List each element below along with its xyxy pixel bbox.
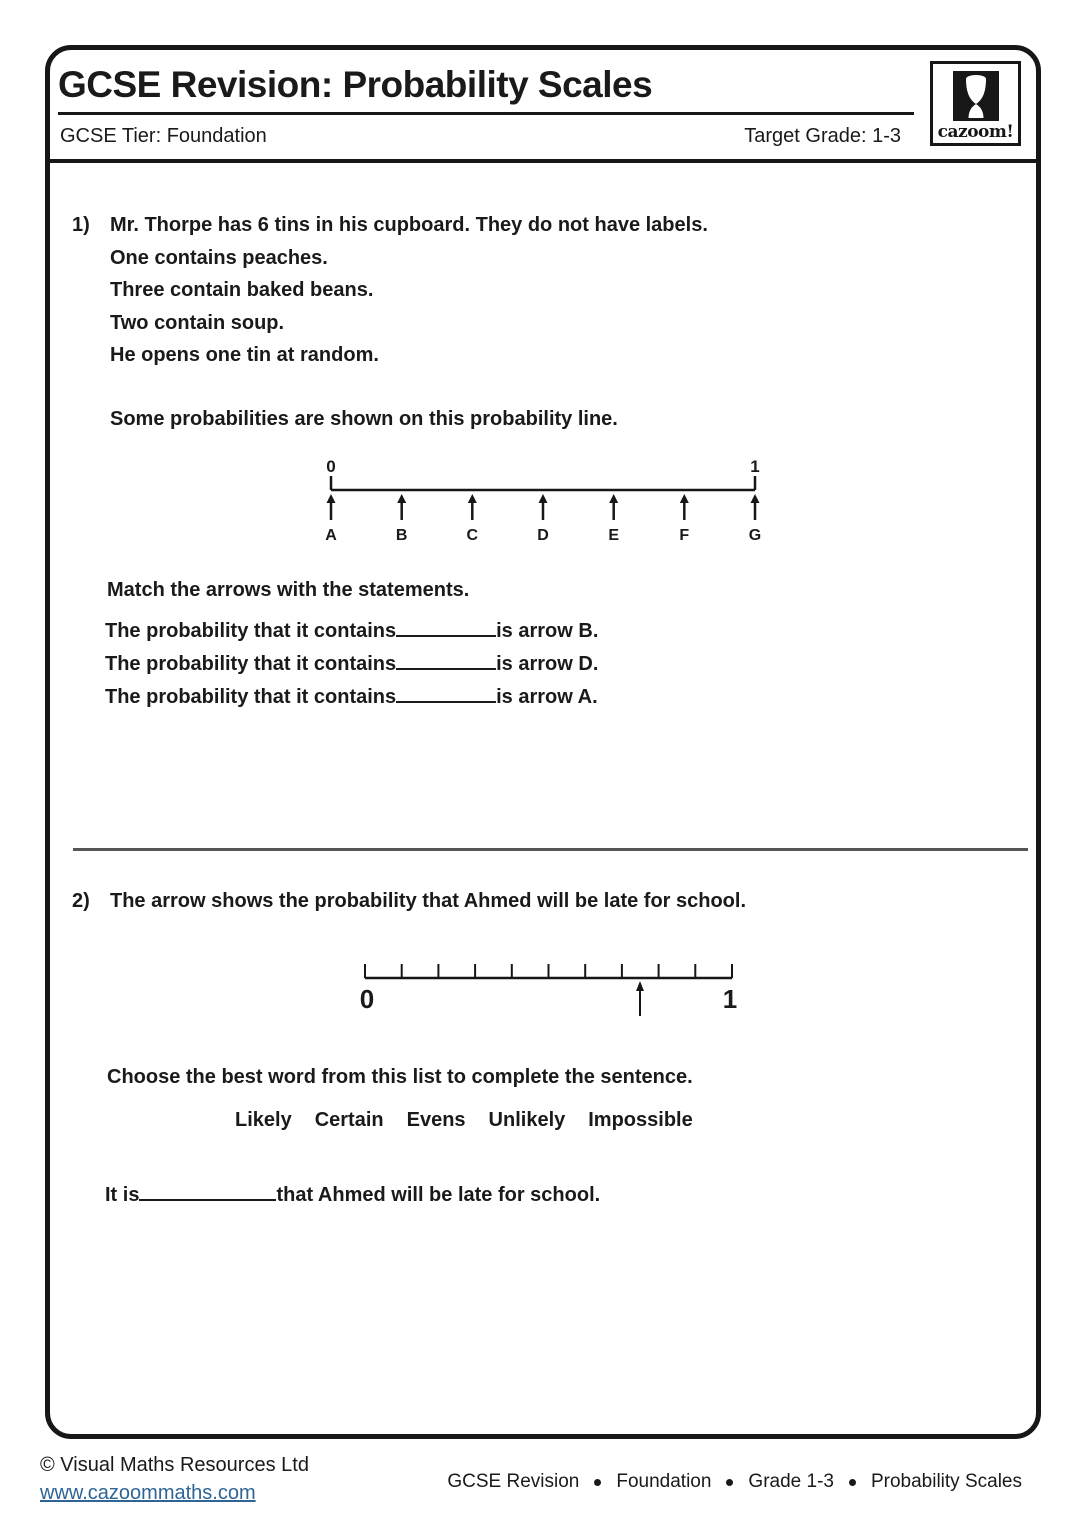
breadcrumb-item: Probability Scales [870,1471,1022,1492]
target-grade-label: Target Grade: 1-3 [744,125,901,147]
scale2-zero-label: 0 [359,984,375,1014]
breadcrumb-item: GCSE Revision [447,1471,580,1492]
statement-prefix: The probability that it contains [105,620,397,642]
question-1-caption: Some probabilities are shown on this probability line. [110,408,618,430]
statement-suffix: is arrow D. [496,653,599,675]
arrow-B-icon [397,494,406,520]
logo-wordmark: cazoom! [937,122,1014,142]
question-2-number: 2) [72,890,90,912]
match-heading: Match the arrows with the statements. [107,579,470,601]
question-1-line: Two contain soup. [110,312,285,334]
question-2-prompt: The arrow shows the probability that Ahmed will be late for school. [110,890,747,912]
choose-caption: Choose the best word from this list to complete the sentence. [107,1066,693,1088]
match-statement [105,686,598,709]
arrow-label: G [748,527,762,544]
probability-line-2 [350,942,760,1030]
word-option-list [235,1109,693,1132]
scale2-one-label: 1 [722,984,738,1014]
word-option: Certain [314,1109,384,1131]
answer-blank [139,1199,276,1201]
probability-line-1 [300,446,800,558]
bullet-separator-icon [594,1479,601,1486]
statement-prefix: The probability that it contains [105,653,397,675]
drum-icon [953,71,999,121]
word-option: Unlikely [488,1109,566,1131]
sentence-prefix: It is [105,1184,140,1206]
website-link[interactable]: www.cazoommaths.com [40,1482,256,1504]
word-option: Evens [406,1109,466,1131]
arrow-label: A [325,527,337,544]
tier-label: GCSE Tier: Foundation [60,125,267,147]
arrow-label: B [395,527,408,544]
question-1-line: One contains peaches. [110,247,328,269]
answer-blank [396,668,496,670]
breadcrumb-item: Grade 1-3 [748,1471,834,1492]
statement-prefix: The probability that it contains [105,686,397,708]
section-divider [73,848,1028,851]
statement-suffix: is arrow B. [496,620,599,642]
match-statement [105,620,598,643]
arrow-G-icon [751,494,760,520]
header-rule [49,159,1037,163]
word-option: Likely [235,1109,292,1131]
footer-breadcrumb [447,1471,1022,1493]
arrow-C-icon [468,494,477,520]
bullet-separator-icon [726,1479,733,1486]
arrow-label: F [679,527,690,544]
sentence-suffix: that Ahmed will be late for school. [276,1184,601,1206]
cazoom-logo [930,61,1021,146]
breadcrumb-item: Foundation [616,1471,712,1492]
word-option: Impossible [588,1109,693,1131]
title-underline [58,112,914,115]
page-title: GCSE Revision: Probability Scales [58,64,653,105]
arrow-F-icon [680,494,689,520]
statement-suffix: is arrow A. [496,686,598,708]
question-1-line: Three contain baked beans. [110,279,374,301]
arrow-A-icon [327,494,336,520]
scale2-ticks [365,964,732,978]
question-1-line: Mr. Thorpe has 6 tins in his cupboard. They do not have labels. [110,214,708,236]
arrow-label: E [608,527,620,544]
question-1-line: He opens one tin at random. [110,344,379,366]
scale1-zero-label: 0 [326,457,336,476]
scale1-one-label: 1 [750,457,760,476]
bullet-separator-icon [849,1479,856,1486]
copyright-text: © Visual Maths Resources Ltd [40,1454,309,1476]
fill-in-sentence [105,1184,600,1207]
answer-blank [396,701,496,703]
question-1-number: 1) [72,214,90,236]
arrow-label: D [537,527,549,544]
arrow-E-icon [609,494,618,520]
match-statement [105,653,598,676]
probability-arrow-icon [636,981,644,1016]
answer-blank [396,635,496,637]
arrow-label: C [466,527,479,544]
arrow-D-icon [539,494,548,520]
